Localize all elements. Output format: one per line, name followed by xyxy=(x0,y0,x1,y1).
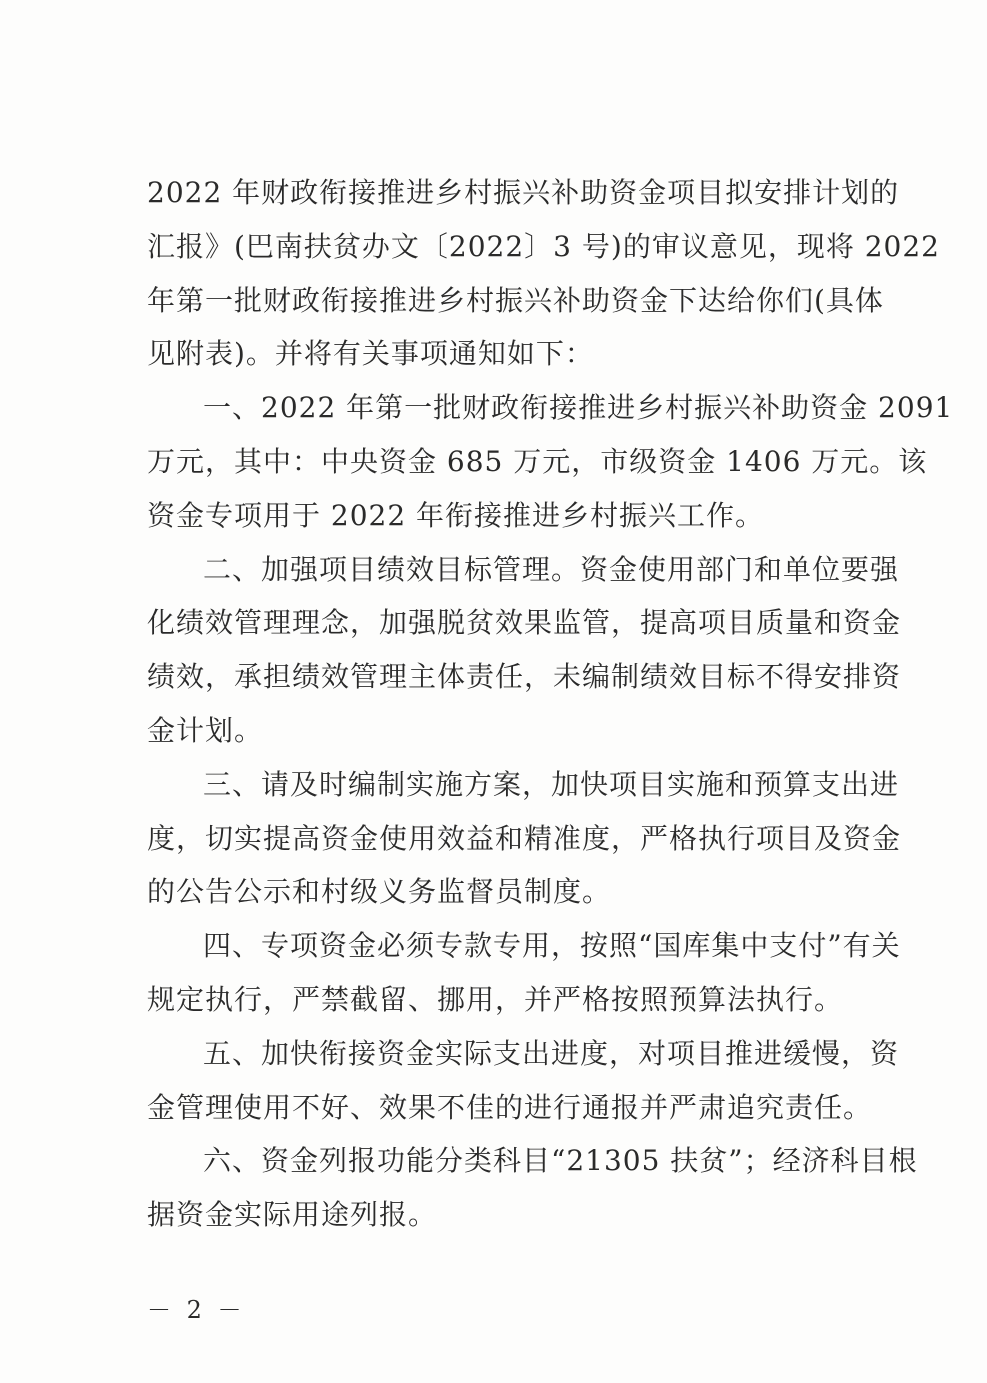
document-body xyxy=(147,166,954,1242)
body-line: 据资金实际用途列报。 xyxy=(147,1198,438,1232)
body-line: 的公告公示和村级义务监督员制度。 xyxy=(147,875,612,909)
body-line: 规定执行，严禁截留、挪用，并严格按照预算法执行。 xyxy=(147,982,844,1016)
paragraph-2-start: 二、加强项目绩效目标管理。资金使用部门和单位要强 xyxy=(203,552,900,586)
body-line: 汇报》(巴南扶贫办文〔2022〕3 号)的审议意见，现将 2022 xyxy=(147,229,940,263)
paragraph-4-start: 四、专项资金必须专款专用，按照“国库集中支付”有关 xyxy=(203,929,901,963)
body-line: 金计划。 xyxy=(147,713,264,747)
body-line: 年第一批财政衔接推进乡村振兴补助资金下达给你们(具体 xyxy=(147,283,884,317)
body-line: 金管理使用不好、效果不佳的进行通报并严肃追究责任。 xyxy=(147,1090,873,1124)
body-line: 见附表)。并将有关事项通知如下： xyxy=(147,337,594,371)
paragraph-3-start: 三、请及时编制实施方案，加快项目实施和预算支出进 xyxy=(203,767,900,801)
body-line: 万元，其中：中央资金 685 万元，市级资金 1406 万元。该 xyxy=(147,444,928,478)
paragraph-1-start: 一、2022 年第一批财政衔接推进乡村振兴补助资金 2091 xyxy=(203,391,954,425)
body-line: 化绩效管理理念，加强脱贫效果监管，提高项目质量和资金 xyxy=(147,606,902,640)
body-line: 绩效，承担绩效管理主体责任，未编制绩效目标不得安排资 xyxy=(147,660,902,694)
paragraph-6-start: 六、资金列报功能分类科目“21305 扶贫”；经济科目根 xyxy=(203,1144,918,1178)
page-number: － 2 － xyxy=(147,1296,246,1324)
body-line: 2022 年财政衔接推进乡村振兴补助资金项目拟安排计划的 xyxy=(147,176,900,209)
body-line: 资金专项用于 2022 年衔接推进乡村振兴工作。 xyxy=(147,498,765,532)
paragraph-5-start: 五、加快衔接资金实际支出进度，对项目推进缓慢，资 xyxy=(203,1036,900,1070)
body-line: 度，切实提高资金使用效益和精准度，严格执行项目及资金 xyxy=(147,821,902,855)
